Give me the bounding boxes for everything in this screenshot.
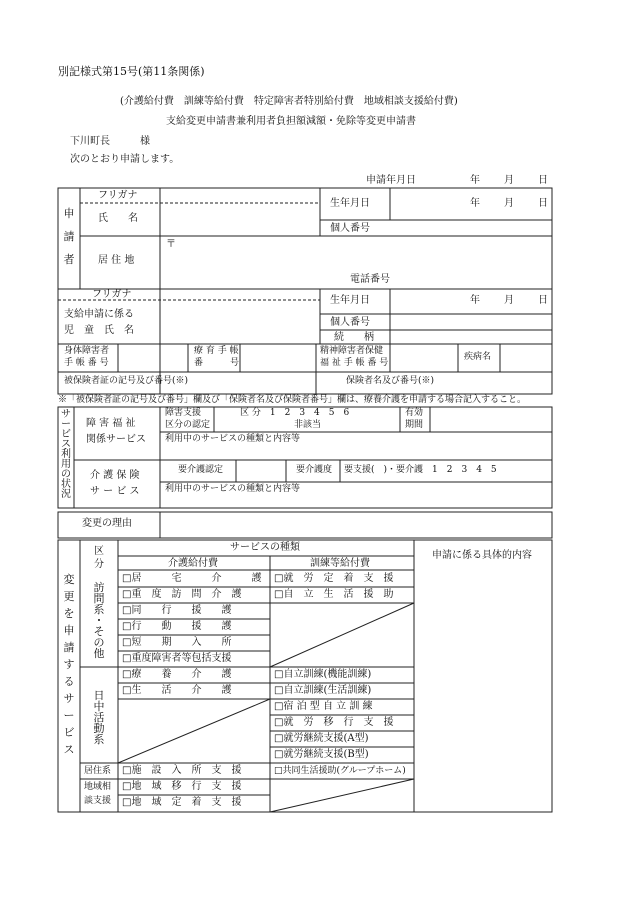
care-in-use-label: 利用中のサービスの種類と内容等 [165, 484, 301, 494]
care-visit-option-4[interactable]: □行 動 援 護 [122, 621, 232, 632]
child-relation-label: 続 柄 [334, 332, 374, 343]
ryoiku-cert-label-1: 療 育 手 帳 [194, 346, 239, 356]
child-birth-label: 生年月日 [330, 295, 370, 306]
residence-category-label: 居住系 [84, 766, 112, 776]
child-personal-no-label: 個人番号 [330, 317, 370, 328]
daytime-category-label: 日 中 活 動 系 [93, 689, 105, 746]
service-types-header: サービスの種類 [230, 542, 300, 553]
training-benefit-header: 訓練等給付費 [310, 558, 370, 569]
care-visit-option-2[interactable]: □重 度 訪 問 介 護 [122, 589, 242, 600]
apply-year: 年 [470, 175, 480, 186]
train-day-option-6[interactable]: □就労継続支援(B型) [274, 749, 369, 760]
support-cert-label-1: 障害支援 [165, 408, 202, 418]
applicant-address-label: 居 住 地 [98, 255, 135, 266]
apply-date-label: 申請年月日 [366, 175, 416, 186]
child-birth-year: 年 [470, 295, 480, 306]
train-visit-option-1[interactable]: □就 労 定 着 支 援 [274, 573, 394, 584]
train-day-option-1[interactable]: □自立訓練(機能訓練) [274, 669, 372, 680]
change-reason-label: 変更の理由 [82, 518, 132, 529]
not-applicable-label: 非該当 [294, 420, 322, 430]
applicant-birth-day: 日 [538, 198, 548, 209]
regional-category-label-1: 地域相 [84, 782, 112, 792]
care-visit-option-1[interactable]: □居 宅 介 護 [122, 573, 262, 584]
change-services-section-label: 変 更 を 申 請 す る サ ー ビ ス [63, 573, 75, 756]
mental-cert-label-2: 福 祉 手 帳 番 号 [320, 358, 389, 368]
train-day-option-3[interactable]: □宿 泊 型 自 立 訓 練 [274, 701, 373, 712]
postal-mark: 〒 [166, 239, 176, 250]
care-residence-option[interactable]: □施 設 入 所 支 援 [122, 765, 242, 776]
insurer-label: 保険者名及び番号(※) [346, 376, 435, 386]
validity-label-1: 有効 [405, 408, 424, 418]
form-number: 別記様式第15号(第11条関係) [58, 65, 205, 78]
visit-category-label: 訪 問 系 ・ そ の 他 [93, 581, 105, 660]
train-visit-option-2[interactable]: □自 立 生 活 援 助 [274, 589, 394, 600]
intro-text: 次のとおり申請します。 [70, 154, 180, 165]
applicant-birth-year: 年 [470, 198, 480, 209]
applicant-name-label: 氏 名 [98, 213, 138, 224]
addressee: 下川町長 様 [70, 136, 150, 147]
validity-label-2: 期間 [405, 420, 424, 430]
mental-cert-label-1: 精神障害者保健 [320, 346, 384, 356]
care-insurance-label-1: 介 護 保 険 [90, 470, 140, 481]
benefit-types: (介護給付費 訓練等給付費 特定障害者特別給付費 地域相談支援給付費) [120, 96, 458, 107]
child-name-label-2: 児 童 氏 名 [64, 325, 134, 336]
welfare-services-label-2: 関係サービス [86, 434, 146, 445]
care-visit-option-5[interactable]: □短 期 入 所 [122, 637, 232, 648]
care-visit-option-3[interactable]: □同 行 援 護 [122, 605, 232, 616]
care-day-option-2[interactable]: □生 活 介 護 [122, 685, 232, 696]
detail-header: 申請に係る具体的内容 [432, 550, 532, 561]
care-level-label: 要介護度 [296, 465, 333, 475]
page-title: 支給変更申請書兼利用者負担額減額・免除等変更申請書 [166, 116, 416, 127]
care-visit-option-6[interactable]: □重度障害者等包括支援 [122, 653, 232, 664]
apply-day: 日 [538, 175, 548, 186]
train-day-option-4[interactable]: □就 労 移 行 支 援 [274, 717, 394, 728]
insured-no-label: 被保険者証の記号及び番号(※) [64, 376, 189, 386]
ryoiku-cert-label-2: 番 号 [194, 358, 240, 368]
disease-label: 疾病名 [464, 352, 492, 362]
class-scale: 区 分 1 2 3 4 5 6 [240, 408, 350, 418]
note-text: ※「被保険者証の記号及び番号」欄及び「保険者名及び保険者番号」欄は、療養介護を申請する場合記入すること。 [58, 395, 527, 405]
care-scale: 要支援( )・要介護 1 2 3 4 5 [344, 465, 497, 475]
child-birth-month: 月 [504, 295, 514, 306]
service-status-section-label: サ ー ビ ス 利 用 の 状 況 [61, 409, 71, 500]
train-residence-option[interactable]: □共同生活援助(グループホーム) [274, 766, 406, 776]
welfare-services-label-1: 障 害 福 祉 [86, 418, 136, 429]
applicant-birth-label: 生年月日 [330, 198, 370, 209]
care-cert-label: 要介護認定 [178, 465, 224, 475]
regional-category-label-2: 談支援 [84, 796, 112, 806]
apply-month: 月 [504, 175, 514, 186]
phone-label: 電話番号 [350, 274, 390, 285]
care-benefit-header: 介護給付費 [168, 558, 218, 569]
care-day-option-1[interactable]: □療 養 介 護 [122, 669, 232, 680]
train-day-option-2[interactable]: □自立訓練(生活訓練) [274, 685, 372, 696]
category-header: 区 分 [94, 546, 104, 570]
care-insurance-label-2: サ ー ビ ス [90, 486, 140, 497]
disability-cert-label-2: 手 帳 番 号 [64, 358, 109, 368]
applicant-furigana-label: フリガナ [98, 190, 138, 201]
child-furigana-label: フリガナ [92, 289, 132, 300]
applicant-birth-month: 月 [504, 198, 514, 209]
regional-option-1[interactable]: □地 域 移 行 支 援 [122, 781, 242, 792]
regional-option-2[interactable]: □地 域 定 着 支 援 [122, 797, 242, 808]
welfare-in-use-label: 利用中のサービスの種類と内容等 [165, 434, 301, 444]
applicant-personal-no-label: 個人番号 [330, 223, 370, 234]
support-cert-label-2: 区分の認定 [165, 420, 211, 430]
child-name-label-1: 支給申請に係る [64, 309, 134, 320]
train-day-option-5[interactable]: □就労継続支援(A型) [274, 733, 369, 744]
child-birth-day: 日 [538, 295, 548, 306]
applicant-section-label: 申 請 者 [63, 207, 75, 266]
disability-cert-label-1: 身体障害者 [64, 346, 110, 356]
